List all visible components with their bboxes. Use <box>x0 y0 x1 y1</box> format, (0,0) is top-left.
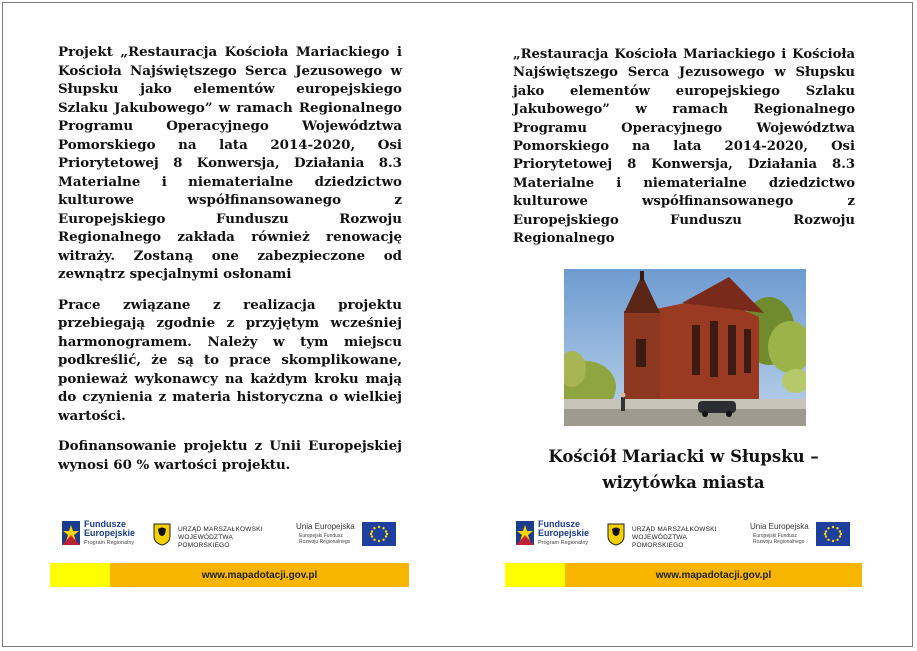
griffin-crest-icon <box>152 522 172 546</box>
ue-title: Unia Europejska <box>296 522 355 531</box>
left-paragraph-1: Projekt „Restauracja Kościoła Mariackiego i Kościoła Najświętszego Serca Jezusowego w Słupsku jako elementów europejskiego Szlaku Jakubowego” w ramach Regionalnego Programu Operacyjnego Województwa Pomorskiego na lata 2014-2020, Osi Priorytetowej 8 Konwersja, Działania 8.3 Materialne i niematerialne dziedzictwo kulturowe współfinansowanego z Europejskiego Funduszu Rozwoju Regionalnego zakłada również renowację witraży. Zostaną one zabezpieczone od zewnątrz specjalnymi osłonami <box>58 44 402 282</box>
fe-star-icon <box>514 518 536 548</box>
ue-sub-2: Rozwoju Regionalnego <box>753 539 805 545</box>
um-line-2: WOJEWÓDZTWA POMORSKIEGO <box>178 534 233 549</box>
left-page-text <box>58 43 402 486</box>
left-paragraph-2: Prace związane z realizacja projektu przebiegają zgodnie z przyjętym wcześniej harmonogramem. Należy w tym miejscu podkreślić, że są to prace skomplikowane, ponieważ wykonawcy na każdym kroku mają do czynienia z materia historyczna o wielkiej wartości. <box>58 296 402 424</box>
church-photo <box>564 269 806 426</box>
left-paragraph-3: Dofinansowanie projektu z Unii Europejskiej wynosi 60 % wartości projektu. <box>58 438 402 473</box>
fe-line-2: Europejskie <box>84 528 136 538</box>
fe-sub: Program Regionalny <box>538 540 589 546</box>
griffin-crest-icon <box>606 522 626 546</box>
um-line-1: URZĄD MARSZAŁKOWSKI <box>178 526 263 533</box>
urzad-marszalkowski-logo <box>606 522 736 550</box>
eu-flag-icon <box>816 522 850 546</box>
logo-strip-left <box>60 516 405 556</box>
right-page-intro <box>513 46 855 260</box>
ue-sub-1: Europejski Fundusz <box>753 533 797 539</box>
url-bar-left <box>50 563 409 587</box>
cover-title <box>505 444 862 496</box>
logo-strip-right <box>514 516 859 556</box>
url-bar-right <box>505 563 862 587</box>
ue-sub-2: Rozwoju Regionalnego <box>299 539 351 545</box>
fe-sub: Program Regionalny <box>84 540 135 546</box>
um-line-1: URZĄD MARSZAŁKOWSKI <box>632 526 717 533</box>
ue-sub-1: Europejski Fundusz <box>299 533 343 539</box>
unia-europejska-logo <box>750 520 860 552</box>
fe-star-icon <box>60 518 82 548</box>
fe-line-1: Fundusze <box>84 519 126 529</box>
fe-line-1: Fundusze <box>538 519 580 529</box>
url-text-left[interactable]: www.mapadotacji.gov.pl <box>110 563 409 587</box>
fe-line-2: Europejskie <box>538 528 590 538</box>
right-intro-paragraph: „Restauracja Kościoła Mariackiego i Kościoła Najświętszego Serca Jezusowego w Słupsku jako elementów europejskiego Szlaku Jakubowego” w ramach Regionalnego Programu Operacyjnego Województwa Pomorskiego na lata 2014-2020, Osi Priorytetowej 8 Konwersja, Działania 8.3 Materialne i niematerialne dziedzictwo kulturowe współfinansowanego z Europejskiego Funduszu Rozwoju Regionalnego <box>513 47 855 247</box>
url-text-right[interactable]: www.mapadotacji.gov.pl <box>565 563 862 587</box>
eu-flag-icon <box>362 522 396 546</box>
um-line-2: WOJEWÓDZTWA POMORSKIEGO <box>632 534 687 549</box>
cover-title-line-1: Kościół Mariacki w Słupsku – <box>548 447 819 466</box>
ue-title: Unia Europejska <box>750 522 809 531</box>
cover-title-line-2: wizytówka miasta <box>602 473 765 492</box>
urzad-marszalkowski-logo <box>152 522 282 550</box>
unia-europejska-logo <box>296 520 406 552</box>
